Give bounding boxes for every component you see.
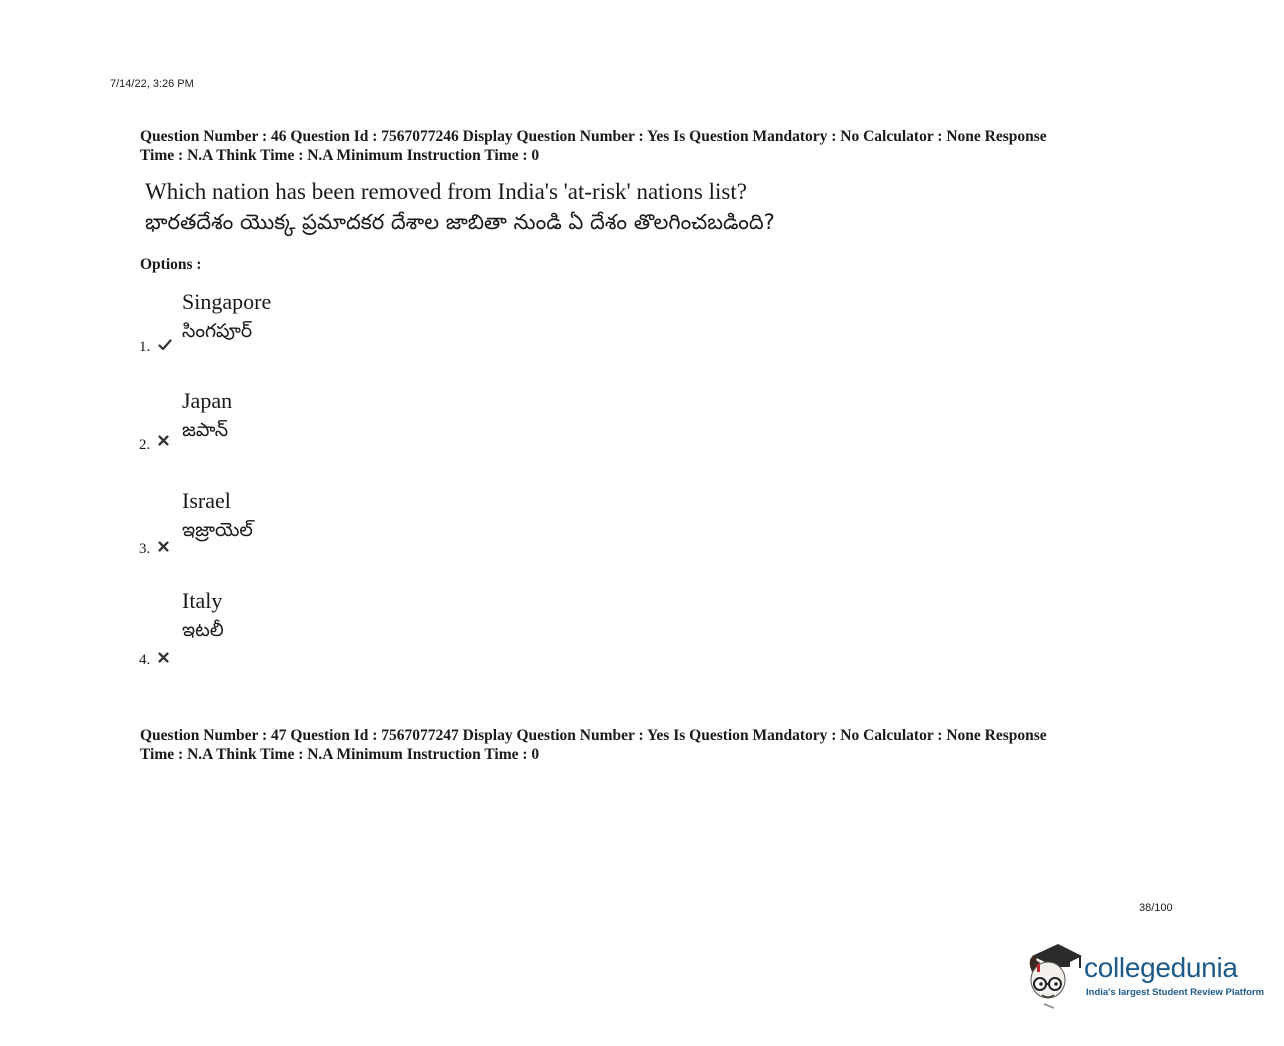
cross-icon xyxy=(158,541,169,552)
question-text-english: Which nation has been removed from India's 'at-risk' nations list? xyxy=(145,179,747,204)
option-2 xyxy=(139,387,539,477)
print-timestamp: 7/14/22, 3:26 PM xyxy=(110,78,194,90)
question-meta-line2: Time : N.A Think Time : N.A Minimum Instruction Time : 0 xyxy=(140,746,540,763)
question-46-text xyxy=(145,176,775,238)
option-2-telugu: జపాన్ xyxy=(182,419,229,441)
option-2-english: Japan xyxy=(182,388,233,413)
option-1-telugu: సింగపూర్ xyxy=(182,320,253,342)
question-46-meta xyxy=(140,127,1170,165)
logo-wordmark: collegedunia xyxy=(1084,952,1238,983)
option-4 xyxy=(139,587,539,677)
option-1 xyxy=(139,288,539,378)
check-icon xyxy=(158,338,172,352)
option-1-number: 1. xyxy=(139,339,151,355)
option-3 xyxy=(139,487,539,577)
question-meta-line1: Question Number : 47 Question Id : 7567077247 Display Question Number : Yes Is Question Mandatory : No Calculator : None Response xyxy=(140,727,1047,744)
option-1-english: Singapore xyxy=(182,289,272,314)
logo-tagline: India's largest Student Review Platform xyxy=(1086,987,1265,998)
option-3-english: Israel xyxy=(182,488,231,513)
question-meta-line2: Time : N.A Think Time : N.A Minimum Instruction Time : 0 xyxy=(140,147,540,164)
question-meta-line1: Question Number : 46 Question Id : 7567077246 Display Question Number : Yes Is Question Mandatory : No Calculator : None Response xyxy=(140,128,1047,145)
page-number: 38/100 xyxy=(1139,902,1173,914)
option-2-number: 2. xyxy=(139,437,151,453)
question-text-telugu: భారతదేశం యొక్క ప్రమాదకర దేశాల జాబితా నుండి ఏ దేశం తొలగించబడింది? xyxy=(145,210,775,234)
options-label: Options : xyxy=(140,256,202,273)
option-4-number: 4. xyxy=(139,652,151,668)
option-3-number: 3. xyxy=(139,541,151,557)
cross-icon xyxy=(158,435,169,446)
option-3-telugu: ఇజ్రాయెల్ xyxy=(182,519,253,541)
mascot-icon xyxy=(1024,938,1084,1010)
option-4-telugu: ఇటలీ xyxy=(182,619,224,641)
option-4-english: Italy xyxy=(182,588,223,613)
cross-icon xyxy=(158,652,169,663)
question-47-meta xyxy=(140,726,1170,764)
collegedunia-logo xyxy=(1024,938,1265,1010)
